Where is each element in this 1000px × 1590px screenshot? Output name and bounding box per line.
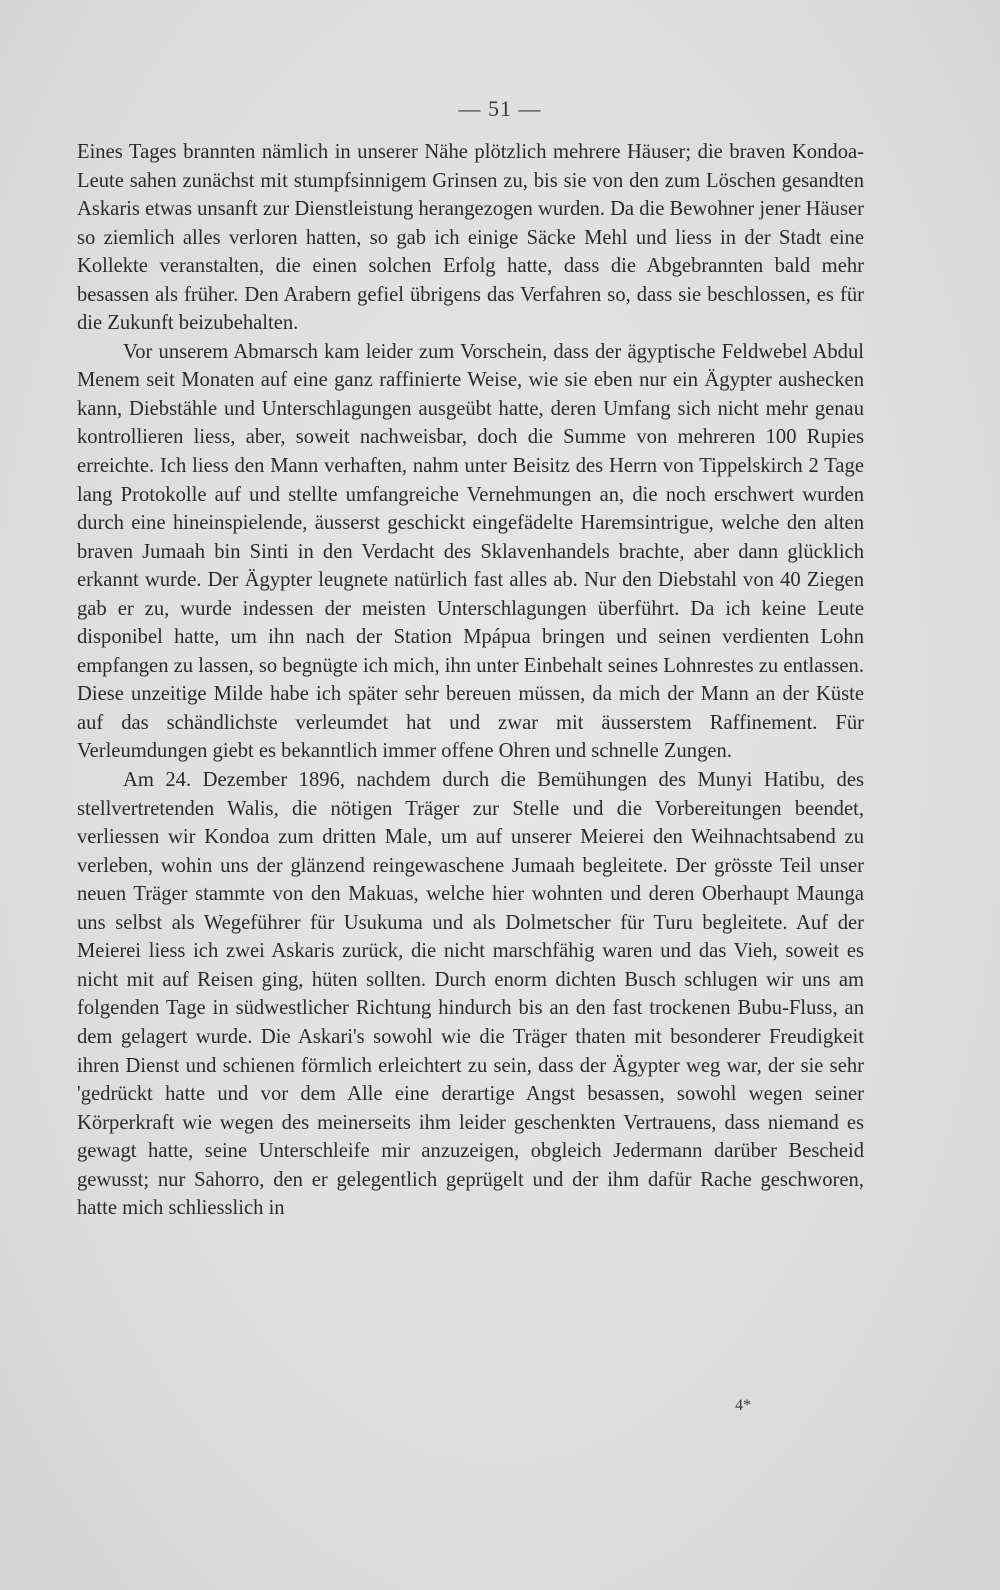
paragraph-3: Am 24. Dezember 1896, nachdem durch die Bemühungen des Munyi Hatibu, des stellvertretenden Walis, die nötigen Träger zur Stelle und die Vorbereitungen beendet, verliessen wir Kondoa zum dritten Male, um auf unserer Meierei den Weihnachtsabend zu verleben, wohin uns der glänzend reingewaschene Jumaah begleitete. Der grösste Teil unser neuen Träger stammte von den Makuas, welche hier wohnten und deren Oberhaupt Maunga uns selbst als Wegeführer für Usukuma und als Dolmetscher für Turu begleitete. Auf der Meierei liess ich zwei Askaris zurück, die nicht marschfähig waren und das Vieh, soweit es nicht mit auf Reisen ging, hüten sollten. Durch enorm dichten Busch schlugen wir uns am folgenden Tage in südwestlicher Richtung hindurch bis an den fast trockenen Bubu-Fluss, an dem gelagert wurde. Die Askari's sowohl wie die Träger thaten mit besonderer Freudigkeit ihren Dienst und schienen förmlich erleichtert zu sein, dass der Ägypter weg war, der sie sehr 'gedrückt hatte und vor dem Alle eine derartige Angst besassen, sowohl wegen seiner Körperkraft wie wegen des meinerseits ihm leider geschenkten Vertrauens, dass niemand es gewagt hatte, seine Unterschleife mir anzuzeigen, obgleich Jedermann darüber Bescheid gewusst; nur Sahorro, den er gelegentlich geprügelt und der ihm dafür Rache geschworen, hatte mich schliesslich in: [77, 769, 864, 1220]
body-text: [77, 138, 864, 1223]
signature-mark: 4*: [735, 1397, 751, 1414]
paragraph-2: Vor unserem Abmarsch kam leider zum Vorschein, dass der ägyptische Feldwebel Abdul Menem seit Monaten auf eine ganz raffinierte Weise, wie sie eben nur ein Ägypter aushecken kann, Diebstähle und Unterschlagungen ausgeübt hatte, deren Umfang sich nicht mehr genau kontrollieren liess, aber, soweit nachweisbar, doch die Summe von mehreren 100 Rupies erreichte. Ich liess den Mann verhaften, nahm unter Beisitz des Herrn von Tippelskirch 2 Tage lang Protokolle auf und stellte umfangreiche Vernehmungen an, die noch erschwert wurden durch eine hineinspielende, äusserst geschickt eingefädelte Haremsintrigue, welche den alten braven Jumaah bin Sinti in den Verdacht des Sklavenhandels brachte, aber dann glücklich erkannt wurde. Der Ägypter leugnete natürlich fast alles ab. Nur den Diebstahl von 40 Ziegen gab er zu, wurde indessen der meisten Unterschlagungen überführt. Da ich keine Leute disponibel hatte, um ihn nach der Station Mpápua bringen und seinen verdienten Lohn empfangen zu lassen, so begnügte ich mich, ihn unter Einbehalt seines Lohnrestes zu entlassen. Diese unzeitige Milde habe ich später sehr bereuen müssen, da mich der Mann an der Küste auf das schändlichste verleumdet hat und zwar mit äusserstem Raffinement. Für Verleumdungen giebt es bekanntlich immer offene Ohren und schnelle Zungen.: [77, 340, 864, 763]
paragraph-1: Eines Tages brannten nämlich in unserer Nähe plötzlich mehrere Häuser; die braven Kondoa-Leute sahen zunächst mit stumpfsinnigem Grinsen zu, bis sie von den zum Löschen gesandten Askaris etwas unsanft zur Dienstleistung herangezogen wurden. Da die Bewohner jener Häuser so ziemlich alles verloren hatten, so gab ich einige Säcke Mehl und liess in der Stadt eine Kollekte veranstalten, die einen solchen Erfolg hatte, dass die Abgebrannten bald mehr besassen als früher. Den Arabern gefiel übrigens das Verfahren so, dass sie beschlossen, es für die Zukunft beizubehalten.: [77, 141, 864, 335]
page-number: — 51 —: [458, 96, 542, 121]
